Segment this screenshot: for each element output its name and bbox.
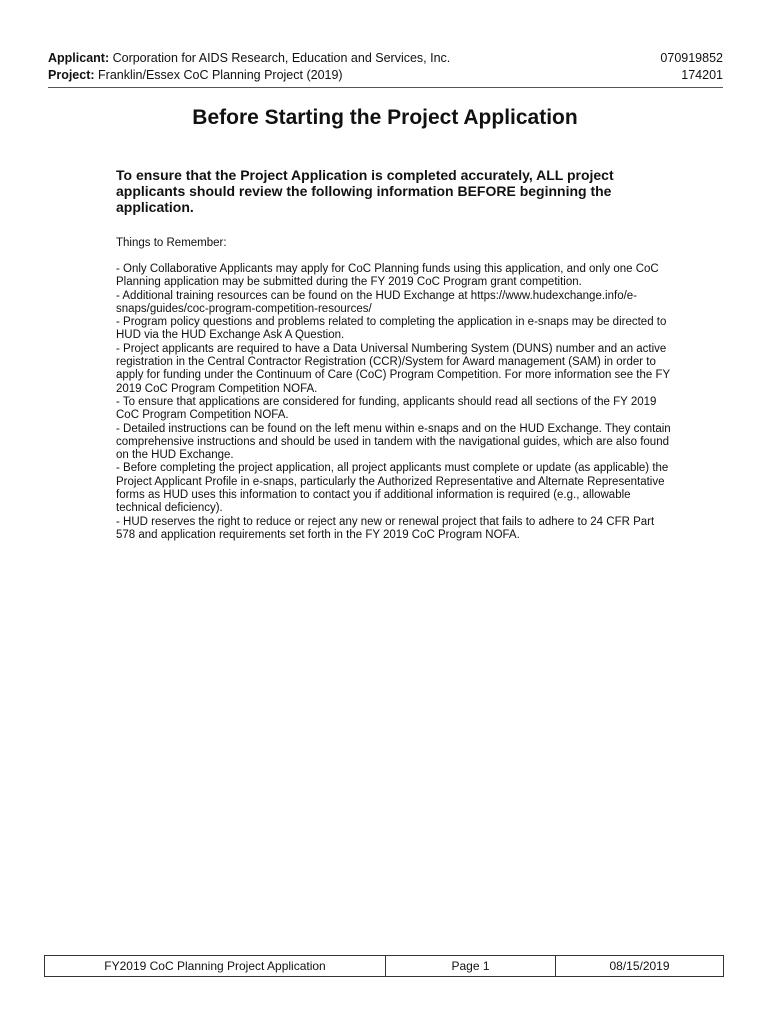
footer-page-number: Page 1 [385, 956, 555, 976]
project-name: Franklin/Essex CoC Planning Project (2019) [98, 68, 343, 82]
project-label: Project: [48, 68, 95, 82]
things-to-remember-heading: Things to Remember: [116, 237, 227, 249]
applicant-id: 070919852 [660, 51, 723, 65]
project-id: 174201 [681, 68, 723, 82]
project-info [48, 67, 343, 84]
header-divider [48, 87, 723, 88]
intro-paragraph: To ensure that the Project Application is completed accurately, ALL project applicants should review the following information BEFORE beginning the application. [116, 167, 614, 215]
applicant-name: Corporation for AIDS Research, Education and Services, Inc. [112, 51, 451, 65]
footer-date: 08/15/2019 [555, 956, 723, 976]
page-footer [44, 955, 724, 977]
instruction-item: - Program policy questions and problems related to completing the application in e-snaps may be directed to HUD via the HUD Exchange Ask A Question. [116, 316, 667, 342]
project-row [48, 67, 723, 84]
instruction-item: - Before completing the project application, all project applicants must complete or update (as applicable) the Project Applicant Profile in e-snaps, particularly the Authorized Representative and Alternate Representative forms as HUD uses this information to contact you if additional information is required (e.g., allowable technical deficiency). [116, 462, 669, 515]
instruction-item: - Only Collaborative Applicants may apply for CoC Planning funds using this application, and only one CoC Planning application may be submitted during the FY 2019 CoC Program grant competition. [116, 263, 659, 289]
instruction-item: - Project applicants are required to have a Data Universal Numbering System (DUNS) number and an active registration in the Central Contractor Registration (CCR)/System for Award management (SAM) in order to apply for funding under the Continuum of Care (CoC) Program Competition. For more information see the FY 2019 CoC Program Competition NOFA. [116, 342, 670, 395]
instructions-list [116, 263, 676, 542]
instruction-item: - To ensure that applications are considered for funding, applicants should read all sections of the FY 2019 CoC Program Competition NOFA. [116, 395, 657, 422]
applicant-row [48, 50, 723, 67]
instruction-item: - Detailed instructions can be found on the left menu within e-snaps and on the HUD Exchange. They contain comprehensive instructions and should be used in tandem with the navigational guides, which are also found on the HUD Exchange. [116, 422, 671, 462]
document-header [48, 50, 723, 84]
footer-document-name: FY2019 CoC Planning Project Application [104, 959, 326, 973]
applicant-label: Applicant: [48, 51, 110, 65]
applicant-info [48, 50, 450, 67]
page-title: Before Starting the Project Application [192, 106, 578, 129]
instruction-item: - HUD reserves the right to reduce or reject any new or renewal project that fails to adhere to 24 CFR Part 578 and application requirements set forth in the FY 2019 CoC Program NOFA. [116, 515, 655, 541]
instruction-item: - Additional training resources can be found on the HUD Exchange at https://www.hudexchange.info/e-snaps/guides/coc-program-competition-resources/ [116, 289, 638, 315]
